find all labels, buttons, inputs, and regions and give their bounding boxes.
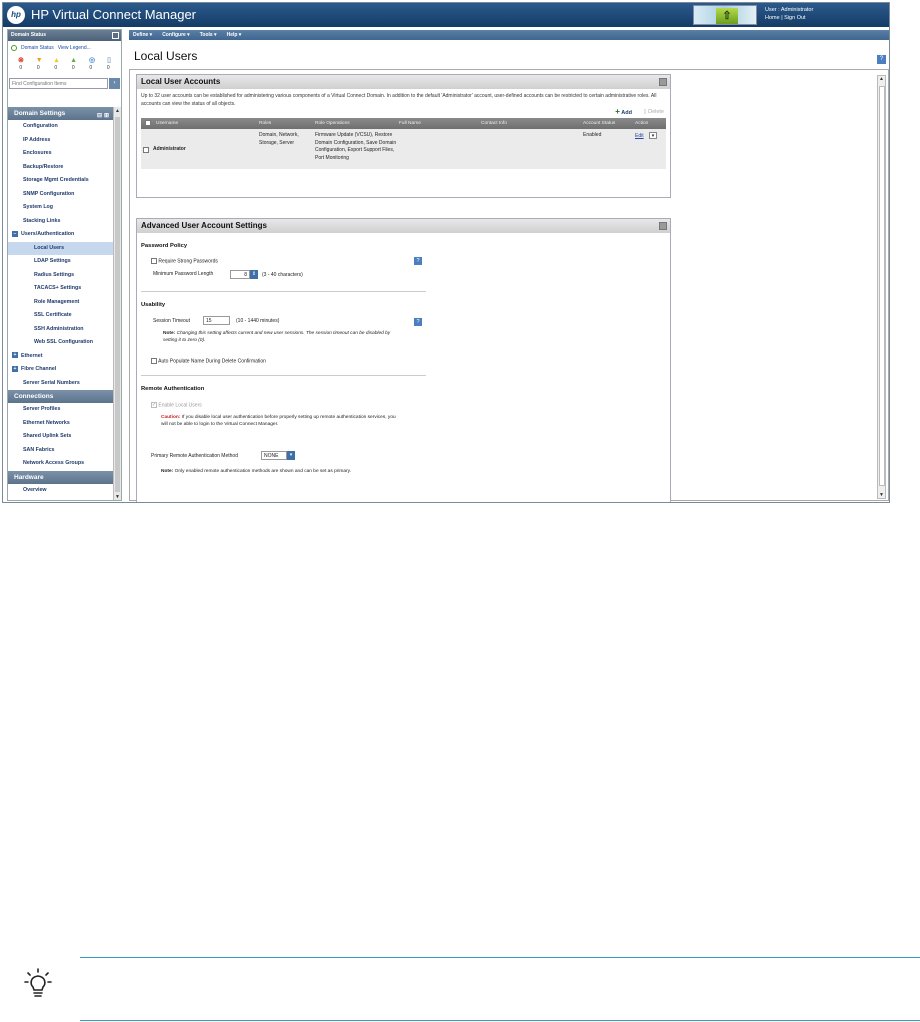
nav-section-domain-settings[interactable]	[8, 107, 114, 120]
delete-label: Delete	[648, 109, 664, 115]
collapse-panel-icon[interactable]	[659, 222, 667, 230]
nav-item-role-mgmt[interactable]: Role Management	[34, 298, 80, 305]
dropdown-arrow-icon[interactable]: ▾	[287, 451, 295, 460]
col-account-status[interactable]: Account Status	[583, 121, 616, 126]
scroll-up-icon[interactable]: ▲	[115, 108, 120, 114]
panel-title: Local User Accounts	[141, 77, 221, 86]
warning-icon[interactable]: ▼	[35, 56, 43, 64]
panel-title: Advanced User Account Settings	[141, 221, 267, 230]
nav-item-tacacs[interactable]: TACACS+ Settings	[34, 285, 82, 291]
page-title: Local Users	[134, 49, 198, 63]
table-row	[141, 129, 666, 169]
password-policy-heading: Password Policy	[141, 243, 188, 249]
nav-group-ethernet[interactable]	[8, 350, 114, 364]
cell-status: Enabled	[583, 132, 602, 138]
delete-user-button[interactable]: ▯ Delete	[643, 109, 664, 115]
menu-define[interactable]: Define ▾	[133, 32, 153, 38]
col-full-name[interactable]: Full Name	[399, 121, 421, 126]
spinner-icon[interactable]: ⇕	[251, 271, 257, 277]
add-user-button[interactable]	[615, 109, 632, 116]
menu-help[interactable]: Help ▾	[226, 32, 242, 38]
primary-method-label: Primary Remote Authentication Method	[151, 453, 238, 459]
min-length-input[interactable]: 8	[230, 270, 250, 279]
add-label: Add	[621, 110, 632, 116]
usability-heading: Usability	[141, 302, 166, 308]
page-help-button[interactable]: ?	[877, 55, 886, 64]
table-toolbar	[137, 108, 670, 118]
tip-top-rule	[80, 957, 920, 958]
nav-group-users-auth[interactable]	[8, 228, 114, 242]
expand-group-icon[interactable]: +	[13, 365, 17, 372]
note-prefix: Note:	[163, 331, 176, 336]
caution-note	[161, 414, 396, 428]
content-scrollbar[interactable]	[877, 75, 886, 499]
session-timeout-label: Session Timeout	[153, 318, 190, 324]
nav-group-label: Users/Authentication	[21, 231, 75, 237]
cell-roles: Domain, Network, Storage, Server	[259, 132, 299, 146]
nav-group-fibre-channel[interactable]	[8, 363, 114, 377]
note-text: Only enabled remote authentication methods are shown and can be set as primary.	[174, 469, 352, 474]
nav-tree	[8, 107, 114, 501]
minor-icon[interactable]: ▴	[54, 57, 59, 64]
primary-note	[161, 468, 401, 475]
require-strong-checkbox[interactable]	[151, 258, 157, 264]
warning-count: 0	[36, 65, 40, 71]
enable-local-label: Enable Local Users	[158, 402, 202, 409]
nav-item-ethernet-networks[interactable]: Ethernet Networks	[23, 419, 70, 426]
nav-item-enclosures[interactable]: Enclosures	[23, 150, 52, 156]
nav-item-stacking-links[interactable]: Stacking Links	[23, 217, 61, 224]
scroll-down-icon[interactable]: ▼	[879, 492, 884, 498]
note-prefix: Note:	[161, 469, 174, 474]
header-banner	[693, 5, 757, 25]
nav-item-san-fabrics[interactable]: SAN Fabrics	[23, 446, 55, 453]
nav-item-network-access-groups[interactable]: Network Access Groups	[23, 460, 85, 466]
info-icon[interactable]: ◎	[89, 57, 96, 64]
scroll-thumb[interactable]	[879, 86, 885, 486]
nav-item-ip-address[interactable]: IP Address	[23, 136, 51, 143]
enable-local-checkbox[interactable]: ✓	[152, 402, 157, 408]
primary-method-select[interactable]: NONE	[261, 451, 287, 460]
min-length-label: Minimum Password Length	[153, 271, 214, 277]
left-panel	[7, 29, 122, 501]
minor-count: 0	[54, 65, 58, 71]
user-info	[765, 6, 813, 22]
advanced-settings-panel	[136, 218, 671, 503]
nav-section-label: Domain Settings	[14, 110, 66, 117]
session-timeout-input[interactable]: 15	[203, 316, 230, 325]
expand-group-icon[interactable]: +	[13, 352, 17, 359]
local-user-accounts-panel	[136, 74, 671, 198]
error-count: 0	[19, 65, 23, 71]
min-length-hint: (3 - 40 characters)	[262, 272, 303, 278]
app-header	[3, 3, 889, 27]
nav-item-ssl-cert[interactable]: SSL Certificate	[34, 312, 72, 318]
home-signout-links[interactable]: Home | Sign Out	[765, 15, 806, 21]
find-config-input[interactable]	[9, 78, 108, 89]
nav-item-ldap[interactable]: LDAP Settings	[34, 258, 71, 264]
session-note	[163, 330, 395, 344]
unknown-icon[interactable]: ▯	[107, 57, 111, 64]
nav-item-system-log[interactable]: System Log	[23, 204, 54, 210]
domain-status-header	[8, 30, 121, 41]
caution-prefix: Caution:	[161, 415, 181, 420]
nav-item-server-profiles[interactable]: Server Profiles	[23, 406, 61, 412]
degraded-icon[interactable]: ▲	[70, 56, 78, 64]
nav-item-overview[interactable]: Overview	[23, 486, 47, 493]
degraded-count: 0	[71, 65, 75, 71]
info-count: 0	[89, 65, 93, 71]
nav-section-hardware[interactable]: Hardware	[8, 471, 114, 484]
collapse-panel-icon[interactable]	[659, 78, 667, 86]
scroll-down-icon[interactable]: ▼	[115, 494, 120, 500]
menu-bar	[129, 30, 889, 40]
status-icons-row	[8, 55, 121, 65]
col-username[interactable]: Username	[156, 121, 179, 126]
cell-username: Administrator	[153, 146, 186, 152]
divider	[141, 375, 426, 376]
unknown-count: 0	[106, 65, 110, 71]
menu-configure[interactable]: Configure ▾	[162, 32, 190, 38]
auto-populate-label: Auto Populate Name During Delete Confirmation	[158, 358, 266, 365]
error-icon[interactable]: ⊗	[17, 57, 24, 64]
hp-vcm-screenshot	[2, 2, 890, 503]
caution-text: If you disable local user authentication before properly setting up remote authentication services, you will not be able to login to the Virtual Connect Manager.	[161, 415, 396, 427]
nav-item-serial-numbers[interactable]: Server Serial Numbers	[23, 379, 80, 386]
menu-tools[interactable]: Tools ▾	[199, 32, 217, 38]
status-ok-icon	[11, 45, 17, 51]
plus-icon: +	[615, 107, 620, 116]
nav-group-label: Ethernet	[21, 352, 43, 359]
col-action[interactable]: Action	[635, 121, 649, 126]
domain-status-link[interactable]: Domain Status	[21, 45, 54, 51]
require-strong-label: Require Strong Passwords	[158, 258, 218, 265]
scroll-up-icon[interactable]: ▲	[879, 76, 884, 82]
tip-bottom-rule	[80, 1020, 920, 1021]
domain-status-title: Domain Status	[11, 32, 47, 38]
action-dropdown-icon[interactable]: ▾	[649, 132, 657, 139]
enable-local-row	[151, 402, 202, 408]
find-go-button[interactable]: ›	[109, 78, 120, 89]
nav-item-radius[interactable]: Radius Settings	[34, 271, 75, 278]
nav-scrollbar[interactable]	[113, 107, 121, 501]
current-user: User : Administrator	[765, 7, 814, 13]
view-legend-link[interactable]: View Legend...	[57, 45, 91, 51]
nav-item-configuration[interactable]: Configuration	[23, 123, 58, 129]
scroll-thumb[interactable]	[115, 117, 120, 492]
help-icon[interactable]: ?	[414, 318, 422, 326]
lightbulb-icon	[24, 968, 52, 1000]
cell-role-ops: Firmware Update (VCSU), Restore Domain Configuration, Save Domain Configuration, Export Support Files, Port Monitoring	[315, 132, 397, 161]
require-strong-row	[151, 258, 218, 264]
status-counts	[8, 65, 121, 73]
arrow-up-icon: ⇧	[716, 8, 738, 24]
divider	[141, 291, 426, 292]
nav-item-storage-mgmt[interactable]: Storage Mgmt Credentials	[23, 177, 89, 183]
col-contact-info[interactable]: Contact Info	[481, 121, 507, 126]
nav-item-web-ssl[interactable]: Web SSL Configuration	[34, 339, 93, 345]
auto-populate-checkbox[interactable]	[151, 358, 157, 364]
auto-populate-row	[151, 358, 266, 364]
nav-group-label: Fibre Channel	[21, 366, 57, 372]
app-title: HP Virtual Connect Manager	[31, 7, 197, 22]
collapse-icon[interactable]	[112, 32, 119, 39]
edit-link[interactable]: Edit	[635, 133, 644, 139]
nav-item-backup-restore[interactable]: Backup/Restore	[23, 163, 64, 170]
domain-status-links	[8, 41, 121, 55]
panel-header	[137, 219, 670, 233]
note-text: Changing this setting affects current and new user sessions. The session timeout can be disabled by setting it to zero (0).	[163, 331, 391, 343]
expand-collapse-icon[interactable]: ⊟⊞	[96, 113, 111, 119]
help-icon[interactable]: ?	[414, 257, 422, 265]
col-roles[interactable]: Roles	[259, 121, 272, 126]
table-header	[141, 118, 666, 129]
nav-item-ssh-admin[interactable]: SSH Administration	[34, 325, 84, 332]
col-role-ops[interactable]: Role Operations	[315, 121, 350, 126]
hp-logo: hp	[7, 6, 25, 24]
nav-section-connections[interactable]: Connections	[8, 390, 114, 403]
nav-item-shared-uplink-sets[interactable]: Shared Uplink Sets	[23, 433, 72, 439]
panel-header	[137, 75, 670, 89]
nav-item-snmp[interactable]: SNMP Configuration	[23, 190, 75, 197]
accounts-description: Up to 32 user accounts can be established for administering various components of a Virtual Connect Domain. In addition to the default 'Administrator' account, user-defined accounts can be restricted to certain administrative roles. All accounts can view the status of all objects.	[141, 93, 657, 107]
remote-auth-heading: Remote Authentication	[141, 386, 205, 392]
nav-item-local-users[interactable]: Local Users	[8, 242, 114, 256]
find-row	[8, 77, 121, 91]
collapse-group-icon[interactable]: −	[13, 230, 17, 237]
session-timeout-hint: (10 - 1440 minutes)	[236, 318, 280, 324]
